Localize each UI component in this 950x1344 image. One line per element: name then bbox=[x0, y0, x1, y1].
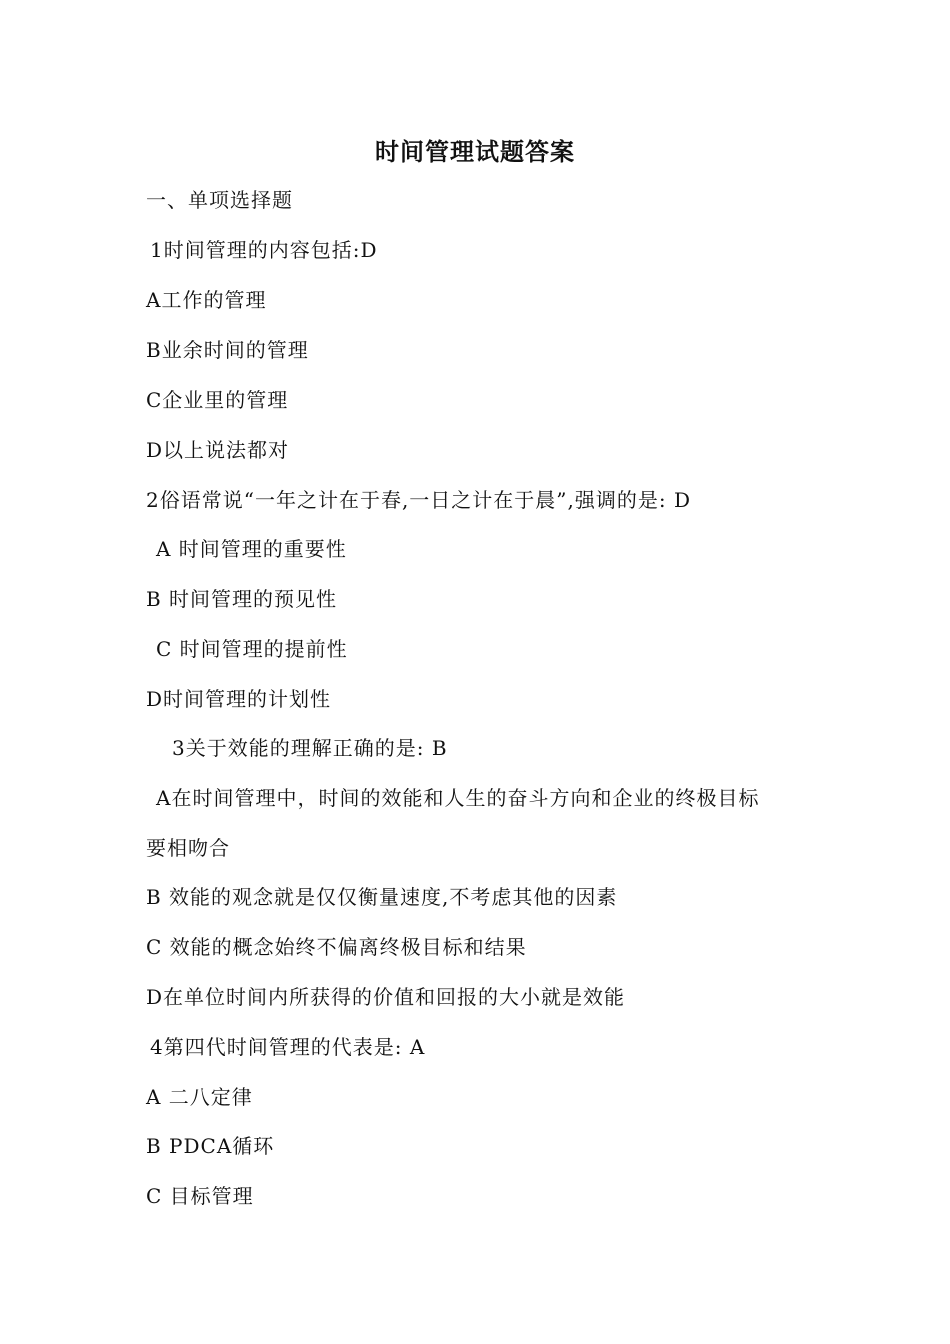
question-2: 2俗语常说“一年之计在于春,一日之计在于晨”,强调的是: D bbox=[146, 488, 692, 512]
option-3a: A在时间管理中，时间的效能和人生的奋斗方向和企业的终极目标 bbox=[156, 786, 760, 810]
option-3a-continued: 要相吻合 bbox=[146, 836, 230, 860]
option-2a: A 时间管理的重要性 bbox=[156, 537, 347, 561]
option-3d: D在单位时间内所获得的价值和回报的大小就是效能 bbox=[146, 985, 626, 1009]
section-heading: 一、单项选择题 bbox=[146, 188, 293, 212]
option-3b: B 效能的观念就是仅仅衡量速度,不考虑其他的因素 bbox=[146, 885, 618, 909]
option-1c: C企业里的管理 bbox=[146, 388, 289, 412]
option-3c: C 效能的概念始终不偏离终极目标和结果 bbox=[146, 935, 527, 959]
option-2d: D时间管理的计划性 bbox=[146, 687, 332, 711]
option-2b: B 时间管理的预见性 bbox=[146, 587, 338, 611]
question-4: 4第四代时间管理的代表是: A bbox=[150, 1035, 426, 1059]
option-2c: C 时间管理的提前性 bbox=[156, 637, 348, 661]
option-4b: B PDCA循环 bbox=[146, 1134, 275, 1158]
page-title: 时间管理试题答案 bbox=[375, 137, 575, 166]
option-1b: B业余时间的管理 bbox=[146, 338, 309, 362]
question-1: 1时间管理的内容包括:D bbox=[150, 238, 378, 262]
option-4c: C 目标管理 bbox=[146, 1184, 254, 1208]
option-1d: D以上说法都对 bbox=[146, 438, 290, 462]
option-4a: A 二八定律 bbox=[146, 1085, 253, 1109]
question-3: 3关于效能的理解正确的是: B bbox=[172, 736, 448, 760]
option-1a: A工作的管理 bbox=[146, 288, 267, 312]
